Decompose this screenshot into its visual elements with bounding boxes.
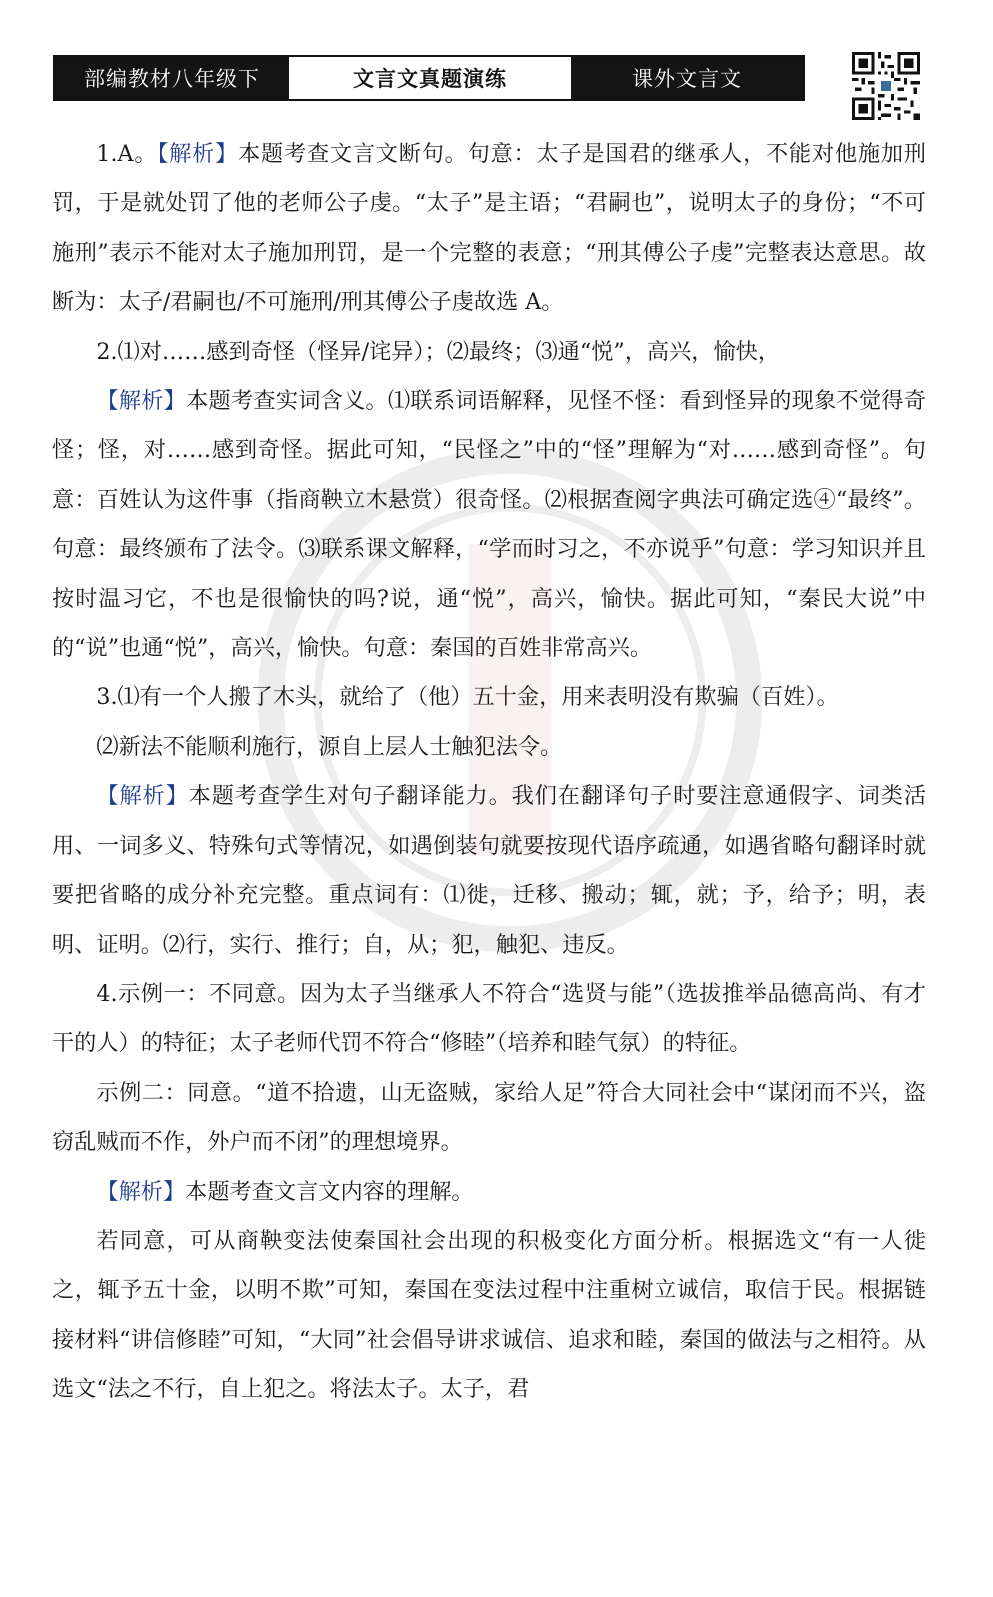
answer-content (52, 130, 926, 1415)
answer-2: 2.⑴对……感到奇怪（怪异/诧异）；⑵最终；⑶通“悦”，高兴，愉快， (96, 338, 781, 365)
analysis-tag: 【解析】 (96, 1178, 186, 1205)
answer-2-analysis (52, 377, 926, 673)
answer-4-analysis-detail: 若同意，可从商鞅变法使秦国社会出现的积极变化方面分析。根据选文“有一人徙之，辄予五十金，以明不欺”可知，秦国在变法过程中注重树立诚信，取信于民。根据链接材料“讲信修睦”可知，“大同”社会倡导讲求诚信、追求和睦，秦国的做法与之相符。从选文“法之不行，自上犯之。将法太子。太子，君 (52, 1227, 926, 1403)
answer-4-analysis-text: 本题考查文言文内容的理解。 (185, 1178, 474, 1205)
answer-3-analysis-text: 本题考查学生对句子翻译能力。我们在翻译句子时要注意通假字、词类活用、一词多义、特殊句式等情况，如遇倒装句就要按现代语序疏通，如遇省略句翻译时就要把省略的成分补充完整。重点词有：⑴徙，迁移、搬动；辄，就；予，给予；明，表明、证明。⑵行，实行、推行；自，从；犯，触犯、违反。 (52, 783, 927, 958)
analysis-tag: 【解析】 (96, 388, 187, 415)
header-title: 文言文真题演练 (289, 57, 571, 99)
analysis-tag: 【解析】 (157, 141, 239, 167)
answer-4-analysis (52, 1168, 926, 1217)
answer-1-key: 1.A。 (96, 141, 158, 167)
answer-4-example-1: 4.示例一：不同意。因为太子当继承人不符合“选贤与能”（选拔推举品德高尚、有才干的人）的特征；太子老师代罚不符合“修睦”（培养和睦气氛）的特征。 (52, 980, 926, 1057)
header-grade-label: 部编教材八年级下 (55, 57, 289, 99)
answer-3-part-2: ⑵新法不能顺利施行，源自上层人士触犯法令。 (96, 733, 563, 760)
answer-1 (52, 130, 926, 328)
answer-2-analysis-text: 本题考查实词含义。⑴联系词语解释，见怪不怪：看到怪异的现象不觉得奇怪；怪，对……感到奇怪。据此可知，“民怪之”中的“怪”理解为“对……感到奇怪”。句意：百姓认为这件事（指商鞅立木悬赏）很奇怪。⑵根据查阅字典法可确定选④“最终”。句意：最终颁布了法令。⑶联系课文解释，“学而时习之，不亦说乎”句意：学习知识并且按时温习它，不也是很愉快的吗?说，通“悦”，高兴，愉快。据此可知，“秦民大说”中的“说”也通“悦”，高兴，愉快。句意：秦国的百姓非常高兴。 (52, 388, 927, 662)
answer-3-part-1: 3.⑴有一个人搬了木头，就给了（他）五十金，用来表明没有欺骗（百姓）。 (96, 684, 839, 711)
header-category-label: 课外文言文 (571, 57, 803, 99)
analysis-tag: 【解析】 (96, 783, 189, 810)
qr-code-icon (852, 52, 920, 120)
answer-4-example-2: 示例二：同意。“道不拾遗，山无盗贼，家给人足”符合大同社会中“谋闭而不兴，盗窃乱贼而不作，外户而不闭”的理想境界。 (52, 1079, 926, 1156)
answer-1-analysis: 本题考查文言文断句。句意：太子是国君的继承人，不能对他施加刑罚，于是就处罚了他的老师公子虔。“太子”是主语；“君嗣也”，说明太子的身份；“不可施刑”表示不能对太子施加刑罚，是一个完整的表意；“刑其傅公子虔”完整表达意思。故断为：太子/君嗣也/不可施刑/刑其傅公子虔故选 A。 (52, 141, 926, 316)
answer-3-analysis (52, 772, 926, 970)
header-bar (53, 55, 805, 101)
